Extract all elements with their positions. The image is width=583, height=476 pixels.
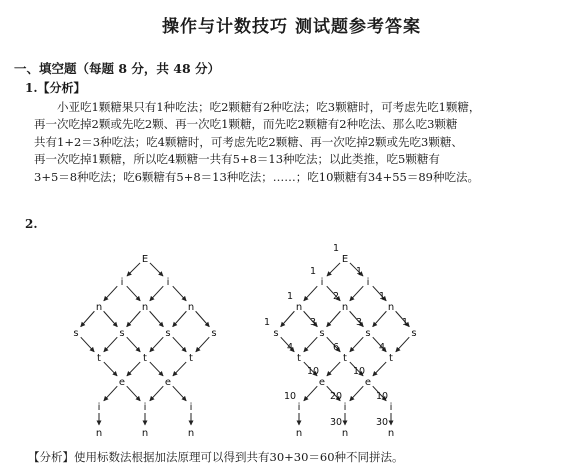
path-arrow <box>281 311 295 327</box>
path-count: 1 <box>355 266 363 277</box>
letter-node: i <box>189 402 193 413</box>
page-title: 操作与计数技巧 测试题参考答案 <box>162 17 421 37</box>
question-1-number: 1. <box>25 81 38 95</box>
letter-node: s <box>73 328 79 339</box>
path-arrow <box>327 362 340 376</box>
path-count: 1 <box>401 317 409 328</box>
letter-node: t <box>143 353 147 364</box>
path-count: 1 <box>378 291 386 302</box>
letter-node: t <box>297 353 301 364</box>
letter-node: s <box>119 328 125 339</box>
path-arrow <box>150 286 164 301</box>
path-arrow <box>373 362 386 376</box>
path-count: 30 <box>375 417 389 428</box>
path-arrow <box>396 337 410 352</box>
path-arrow <box>104 386 118 401</box>
path-arrow <box>104 286 118 301</box>
path-arrow <box>127 337 141 352</box>
path-arrow <box>373 311 387 327</box>
letter-node: n <box>95 302 103 313</box>
path-arrow <box>173 311 187 327</box>
path-arrow <box>150 337 164 352</box>
letter-node: n <box>341 428 349 439</box>
path-arrow <box>304 337 318 352</box>
path-count: 3 <box>355 317 363 328</box>
letter-node: s <box>273 328 279 339</box>
letter-node: n <box>95 428 103 439</box>
letter-node: i <box>389 402 393 413</box>
path-count: 30 <box>329 417 343 428</box>
letter-node: s <box>165 328 171 339</box>
diagram-right <box>264 243 417 439</box>
letter-node: i <box>320 277 324 288</box>
path-arrow <box>104 311 118 327</box>
path-arrow <box>104 337 118 352</box>
path-arrow <box>173 362 186 376</box>
letter-node: t <box>189 353 193 364</box>
path-arrow <box>150 263 163 276</box>
letter-node: n <box>387 428 395 439</box>
letter-node: t <box>343 353 347 364</box>
question-2-number: 2. <box>25 217 38 231</box>
path-arrow <box>150 362 163 376</box>
letter-node: s <box>411 328 417 339</box>
path-arrow <box>196 337 210 352</box>
path-arrow <box>150 386 164 401</box>
path-count: 4 <box>378 342 386 353</box>
letter-node: i <box>166 277 170 288</box>
path-count: 1 <box>332 243 340 254</box>
letter-node: i <box>97 402 101 413</box>
path-arrow <box>350 386 364 401</box>
path-count: 1 <box>263 317 271 328</box>
letter-node: e <box>364 377 372 388</box>
path-arrow <box>127 386 141 401</box>
letter-node: i <box>343 402 347 413</box>
analysis-line: 再一次吃掉2颗或先吃2颗、再一次吃1颗糖，而先吃2颗糖有2种吃法、那么吃3颗糖 <box>34 117 458 132</box>
path-arrow <box>173 286 187 301</box>
path-arrow <box>304 386 318 401</box>
path-count: 20 <box>329 391 343 402</box>
path-arrow <box>81 311 95 327</box>
section-heading: 一、填空题（每题 8 分，共 48 分） <box>14 61 221 76</box>
analysis-line: 小亚吃1颗糖果只有1种吃法；吃2颗糖有2种吃法；吃3颗糖时，可考虑先吃1颗糖， <box>57 100 481 114</box>
path-arrow <box>127 362 140 376</box>
letter-node: t <box>389 353 393 364</box>
path-arrow <box>127 263 140 276</box>
diagram-left <box>73 254 216 439</box>
path-arrow <box>127 311 141 327</box>
path-arrow <box>327 263 340 276</box>
path-count: 10 <box>352 366 366 377</box>
letter-node: s <box>365 328 371 339</box>
letter-node: n <box>141 428 149 439</box>
letter-node: e <box>118 377 126 388</box>
path-arrow <box>104 362 117 376</box>
path-count: 2 <box>332 291 340 302</box>
analysis-line: 共有1+2＝3种吃法；吃4颗糖时，可考虑先吃2颗糖、再一次吃掉2颗或先吃3颗糖、 <box>34 134 463 149</box>
letter-node: E <box>341 254 349 265</box>
path-count: 4 <box>286 342 294 353</box>
letter-node: i <box>143 402 147 413</box>
path-arrow <box>196 311 210 327</box>
letter-node: i <box>297 402 301 413</box>
letter-node: e <box>318 377 326 388</box>
question-2-analysis: 【分析】使用标数法根据加法原理可以得到共有30+30＝60种不同拼法。 <box>28 450 404 464</box>
path-count: 10 <box>306 366 320 377</box>
path-count: 10 <box>283 391 297 402</box>
letter-node: n <box>141 302 149 313</box>
path-arrow <box>150 311 164 327</box>
path-arrow <box>350 286 364 301</box>
letter-node: n <box>341 302 349 313</box>
letter-node: n <box>187 428 195 439</box>
path-arrow <box>127 286 141 301</box>
path-arrow <box>327 311 341 327</box>
letter-node: i <box>366 277 370 288</box>
letter-node: n <box>187 302 195 313</box>
letter-node: n <box>295 302 303 313</box>
path-count: 1 <box>286 291 294 302</box>
path-count: 1 <box>309 266 317 277</box>
path-arrow <box>304 286 318 301</box>
path-count: 3 <box>309 317 317 328</box>
letter-node: s <box>211 328 217 339</box>
letter-node: s <box>319 328 325 339</box>
letter-node: E <box>141 254 149 265</box>
path-arrow <box>81 337 95 352</box>
letter-node: n <box>387 302 395 313</box>
letter-node: n <box>295 428 303 439</box>
path-count: 10 <box>375 391 389 402</box>
letter-node: i <box>120 277 124 288</box>
analysis-line: 再一次吃掉1颗糖，所以吃4颗糖一共有5+8＝13种吃法；以此类推，吃5颗糖有 <box>34 152 440 167</box>
path-count: 6 <box>332 342 340 353</box>
letter-node: e <box>164 377 172 388</box>
path-arrow <box>350 337 364 352</box>
letter-node: t <box>97 353 101 364</box>
path-arrow <box>173 337 187 352</box>
question-1-tag: 【分析】 <box>37 81 86 95</box>
analysis-line: 3+5＝8种吃法；吃6颗糖有5+8＝13种吃法；……；吃10颗糖有34+55＝89种吃法。 <box>34 169 479 184</box>
path-arrow <box>173 386 187 401</box>
